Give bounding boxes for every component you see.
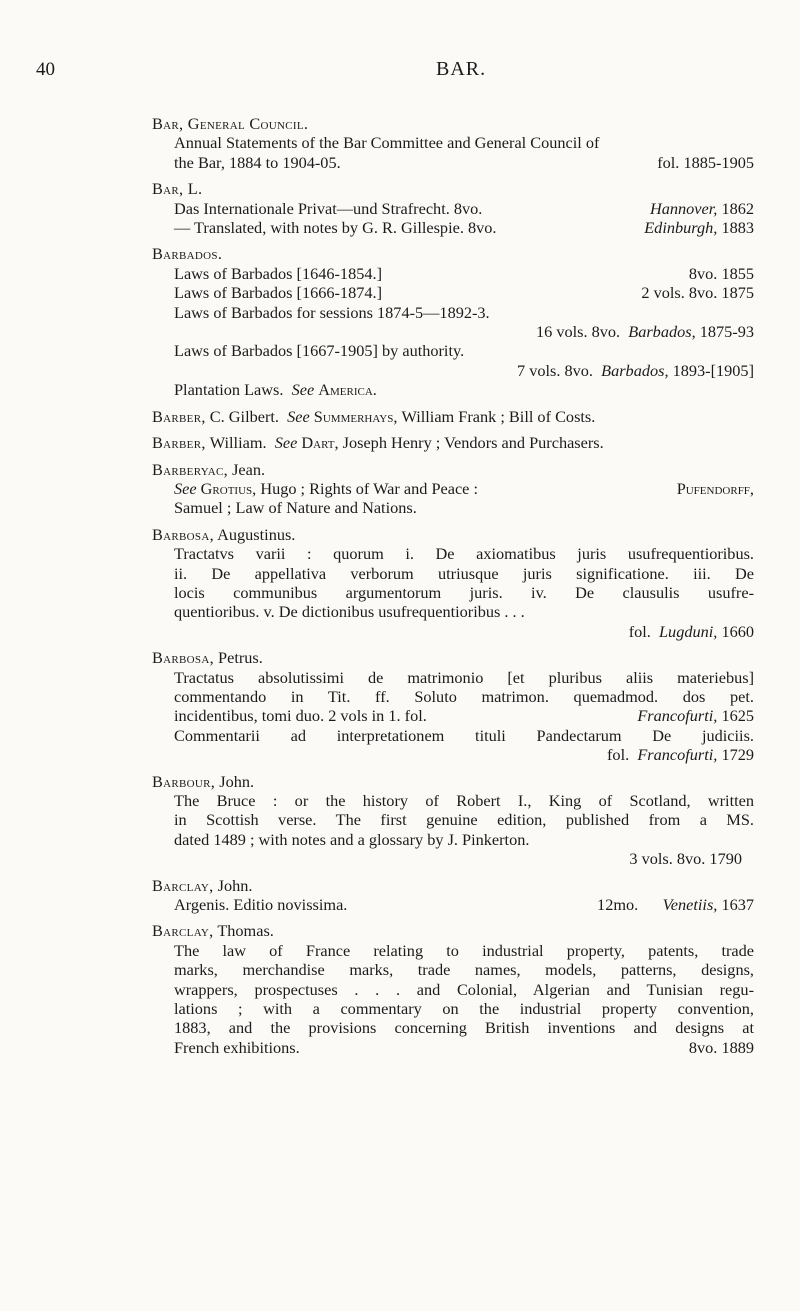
headword: Barbosa, [152,524,214,544]
entry-barber-c-gilbert: Barber, C. Gilbert. See Summerhays, William Frank ; Bill of Costs. [152,406,596,426]
item: Tractatvs varii : quorum i. De axiomatibus juris usufrequentioribus. ii. De appellativa verborum utriusque juris significatione. iii. De locis communibus argumentorum juris. iv. De clausulis usufre- quentioribus. v. De dictionibus usufrequentioribus . . . fol. Lugduni, 1660 [174,544,754,641]
entry-barclay-thomas: Barclay, Thomas. The law of France relating to industrial property, patents, trade marks, merchandise marks, trade names, models, patterns, designs, wrappers, prospectuses . . . and Colonial, Algerian and Tunisian regu- lations ; with a commentary on the industrial property convention, 1883, and the provisions concerning British inventions and designs at French exhibitions. 8vo. 1889 [152,921,754,1057]
imprint: fol. 1885-1905 [657,152,754,172]
entry-barclay-john: Barclay, John. Argenis. Editio novissima. 12mo. Venetiis, 1637 [152,875,754,915]
page-number: 40 [36,59,55,80]
headword: Barber, [152,433,206,453]
item: The law of France relating to industrial property, patents, trade marks, merchandise marks, trade names, models, patterns, designs, wrappers, prospectuses . . . and Colonial, Algerian and Tunisian regu- lations ; with a commentary on the industrial property convention, 1883, and the provisions concerning British inventions and designs at French exhibitions. 8vo. 1889 [174,940,754,1057]
imprint: 3 vols. 8vo. 1790 [629,849,742,869]
headword: Bar, L. [152,179,203,199]
item: Annual Statements of the Bar Committee and General Council of the Bar, 1884 to 1904-05. fol. 1885-1905 [174,133,754,172]
item: See Grotius, Hugo ; Rights of War and Peace : Pufendorff, Samuel ; Law of Nature and Nations. [174,478,754,518]
date: 1660 [721,621,754,641]
date: 1729 [721,745,754,765]
date: 1893-[1905] [672,360,754,380]
item: Argenis. Editio novissima. 12mo. Venetiis, 1637 [174,895,754,915]
item: Tractatus absolutissimi de matrimonio [et pluribus aliis materiebus] commentando in Tit. ff. Soluto matrimon. quemadmod. dos pet. incidentibus, tomi duo. 2 vols in 1. fol. Francofurti, 1625 Commentarii ad interpretationem tituli Pandectarum De judiciis. fol. Francofurti, 1729 [174,667,754,765]
running-head: BAR. [436,58,487,80]
place: Hannover, [649,198,718,218]
entry-barberyac: Barberyac, Jean. See Grotius, Hugo ; Rights of War and Peace : Pufendorff, Samuel ; Law of Nature and Nations. [152,459,754,518]
headword: Bar, General Council. [152,114,309,133]
headword: Barclay, [152,875,214,895]
headword: Barbour, [152,771,216,791]
entry-barber-william: Barber, William. See Dart, Joseph Henry ; Vendors and Purchasers. [152,433,604,453]
entry-barbosa-petrus: Barbosa, Petrus. Tractatus absolutissimi de matrimonio [et pluribus aliis materiebus] commentando in Tit. ff. Soluto matrimon. quemadmod. dos pet. incidentibus, tomi duo. 2 vols in 1. fol. Francofurti, 1625 Commentarii ad interpretationem tituli Pandectarum De judiciis. fol. Francofurti, 1729 [152,648,754,765]
place: Edinburgh, [644,218,718,238]
cross-reference: Summerhays, [313,406,398,426]
headword: Barber, [152,406,206,426]
place: Lugduni, [659,621,718,641]
place: Francofurti, [637,706,718,726]
item: Laws of Barbados [1646-1854.] 8vo. 1855 Laws of Barbados [1666-1874.] 2 vols. 8vo. 1875 Laws of Barbados for sessions 1874-5—1892-3. 16 vols. 8vo. Barbados, 1875-93 Laws of Barbados [1667-1905] by authority. 7 vols. 8vo. Barbados, 1893-[1905] Plantation Laws. See America. [174,263,754,400]
entry-bar-general-council [152,114,754,172]
cross-reference: Dart, [301,433,339,453]
imprint: 8vo. 1889 [688,1037,754,1057]
date: 1883 [721,218,754,238]
headword: Barberyac, [152,459,229,479]
entry-barbosa-augustinus: Barbosa, Augustinus. Tractatvs varii : quorum i. De axiomatibus juris usufrequentioribus. ii. De appellativa verborum utriusque juris significatione. iii. De locis communibus argumentorum juris. iv. De clausulis usufre- quentioribus. v. De dictionibus usufrequentioribus . . . fol. Lugduni, 1660 [152,524,754,641]
place: Barbados, [601,360,669,380]
headword: Barbados. [152,244,223,264]
date: 1875-93 [699,322,754,342]
item: The Bruce : or the history of Robert I., King of Scotland, written in Scottish verse. The first genuine edition, published from a MS. dated 1489 ; with notes and a glossary by J. Pinkerton. 3 vols. 8vo. 1790 [174,791,754,869]
place: Venetiis, [662,895,718,915]
cross-reference: Grotius, [200,478,257,498]
cross-reference: Pufendorff, [676,478,754,498]
place: Barbados, [628,322,696,342]
entry-barbados [152,244,754,399]
cross-reference: America. [318,380,377,400]
place: Francofurti, [637,745,718,765]
headword: Barbosa, [152,648,214,668]
date: 1637 [721,895,754,915]
entry-bar-l [152,179,754,237]
item: Das Internationale Privat—und Strafrecht. 8vo. Hannover, 1862 — Translated, with notes by G. R. Gillespie. 8vo. Edinburgh, 1883 [174,198,754,238]
date: 1625 [721,706,754,726]
running-header [0,56,800,80]
entry-barbour-john: Barbour, John. The Bruce : or the history of Robert I., King of Scotland, written in Scottish verse. The first genuine edition, published from a MS. dated 1489 ; with notes and a glossary by J. Pinkerton. 3 vols. 8vo. 1790 [152,771,754,869]
headword: Barclay, [152,921,214,941]
imprint: 8vo. 1855 [688,263,754,283]
date: 1862 [721,198,754,218]
catalogue-entries [152,114,754,1064]
imprint: 2 vols. 8vo. 1875 [641,283,754,303]
